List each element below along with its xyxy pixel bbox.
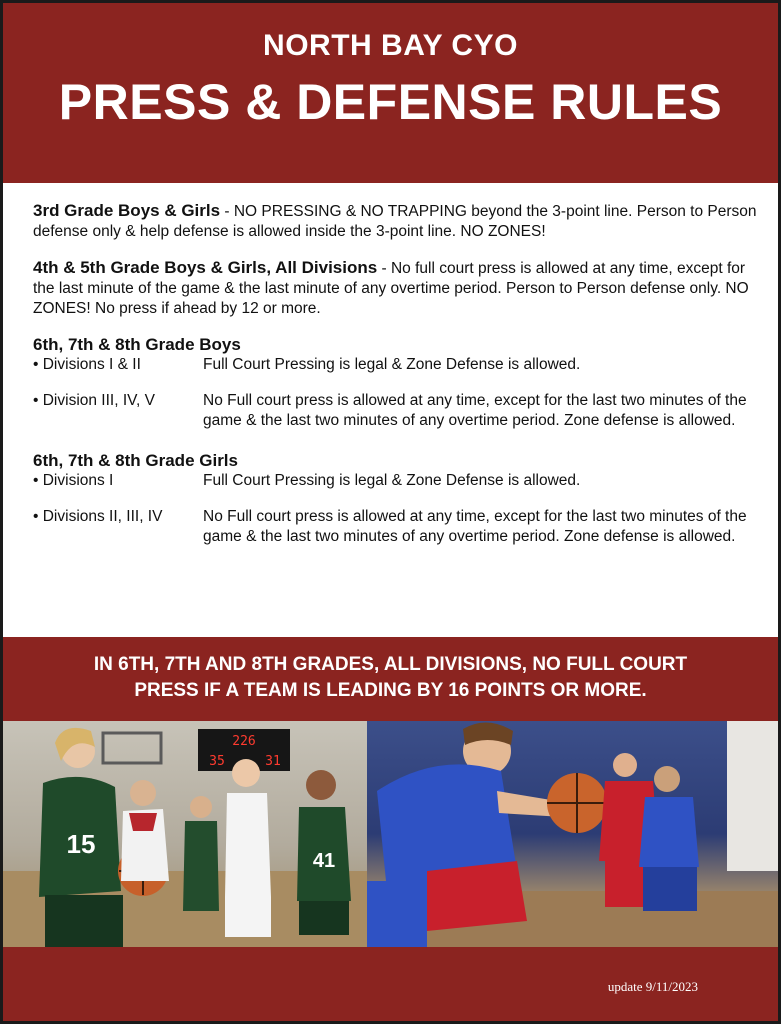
page-title: PRESS & DEFENSE RULES (58, 74, 723, 130)
update-date: update 9/11/2023 (607, 979, 698, 994)
rule-grade-3-text: - NO PRESSING & NO TRAPPING beyond the 3-point line. Person to Person defense only & help defense is allowed inside the 3-point line. NO ZONES! (33, 203, 757, 240)
boys-division-label: • Divisions I & II (33, 356, 141, 373)
jersey-number-left: 15 (66, 829, 96, 859)
footer-band (3, 947, 778, 1021)
boys-basketball-photo (367, 721, 778, 947)
scoreboard-top: 226 (232, 734, 256, 749)
boys-division-row (33, 355, 761, 375)
photo-strip (3, 721, 778, 947)
rule-grade-4-5-sep: , (266, 258, 276, 277)
boys-photo-illustration (367, 721, 778, 947)
jersey-number-right: 41 (312, 850, 336, 872)
girls-division-label: • Divisions I (33, 472, 114, 489)
rule-grade-3 (33, 201, 761, 242)
rules-section (33, 201, 761, 563)
org-name: NORTH BAY CYO (263, 29, 518, 62)
girls-heading: 6th, 7th & 8th Grade Girls (33, 451, 238, 470)
boys-division-label: • Division III, IV, V (33, 392, 156, 409)
header-band (3, 3, 778, 183)
boys-division-row (33, 391, 761, 431)
banner-line-1: IN 6TH, 7TH AND 8TH GRADES, ALL DIVISIONS, NO FULL COURT (93, 654, 688, 675)
scoreboard-left: 35 (209, 754, 225, 769)
rule-grade-3-heading: 3rd Grade Boys & Girls (33, 201, 221, 220)
rule-grade-4-5-divisions: All Divisions (275, 258, 378, 277)
boys-division-text: No Full court press is allowed at any time, except for the last two minutes of the game & the last two minutes of any overtime period. Zone defense is allowed. (203, 392, 747, 429)
rule-grade-4-5-text: - No full court press is allowed at any time, except for the last minute of the game & the last minute of any overtime period. Person to Person defense only. NO ZONES! No press if ahead by 12 or more. (33, 260, 749, 317)
girls-division-text: No Full court press is allowed at any time, except for the last two minutes of the game & the last two minutes of any overtime period. Zone defense is allowed. (203, 508, 747, 545)
scoreboard-right: 31 (265, 754, 281, 769)
girls-photo-illustration (3, 721, 367, 947)
boys-division-text: Full Court Pressing is legal & Zone Defense is allowed. (203, 356, 581, 373)
boys-heading: 6th, 7th & 8th Grade Boys (33, 335, 241, 354)
girls-division-row (33, 471, 761, 491)
rule-banner (3, 637, 778, 721)
girls-division-label: • Divisions II, III, IV (33, 508, 163, 525)
girls-basketball-photo (3, 721, 367, 947)
rule-grade-4-5-heading: 4th & 5th Grade Boys & Girls (33, 258, 267, 277)
girls-division-row (33, 507, 761, 547)
girls-division-text: Full Court Pressing is legal & Zone Defense is allowed. (203, 472, 581, 489)
banner-line-2: PRESS IF A TEAM IS LEADING BY 16 POINTS OR MORE. (134, 680, 647, 701)
rule-grade-4-5 (33, 258, 761, 319)
